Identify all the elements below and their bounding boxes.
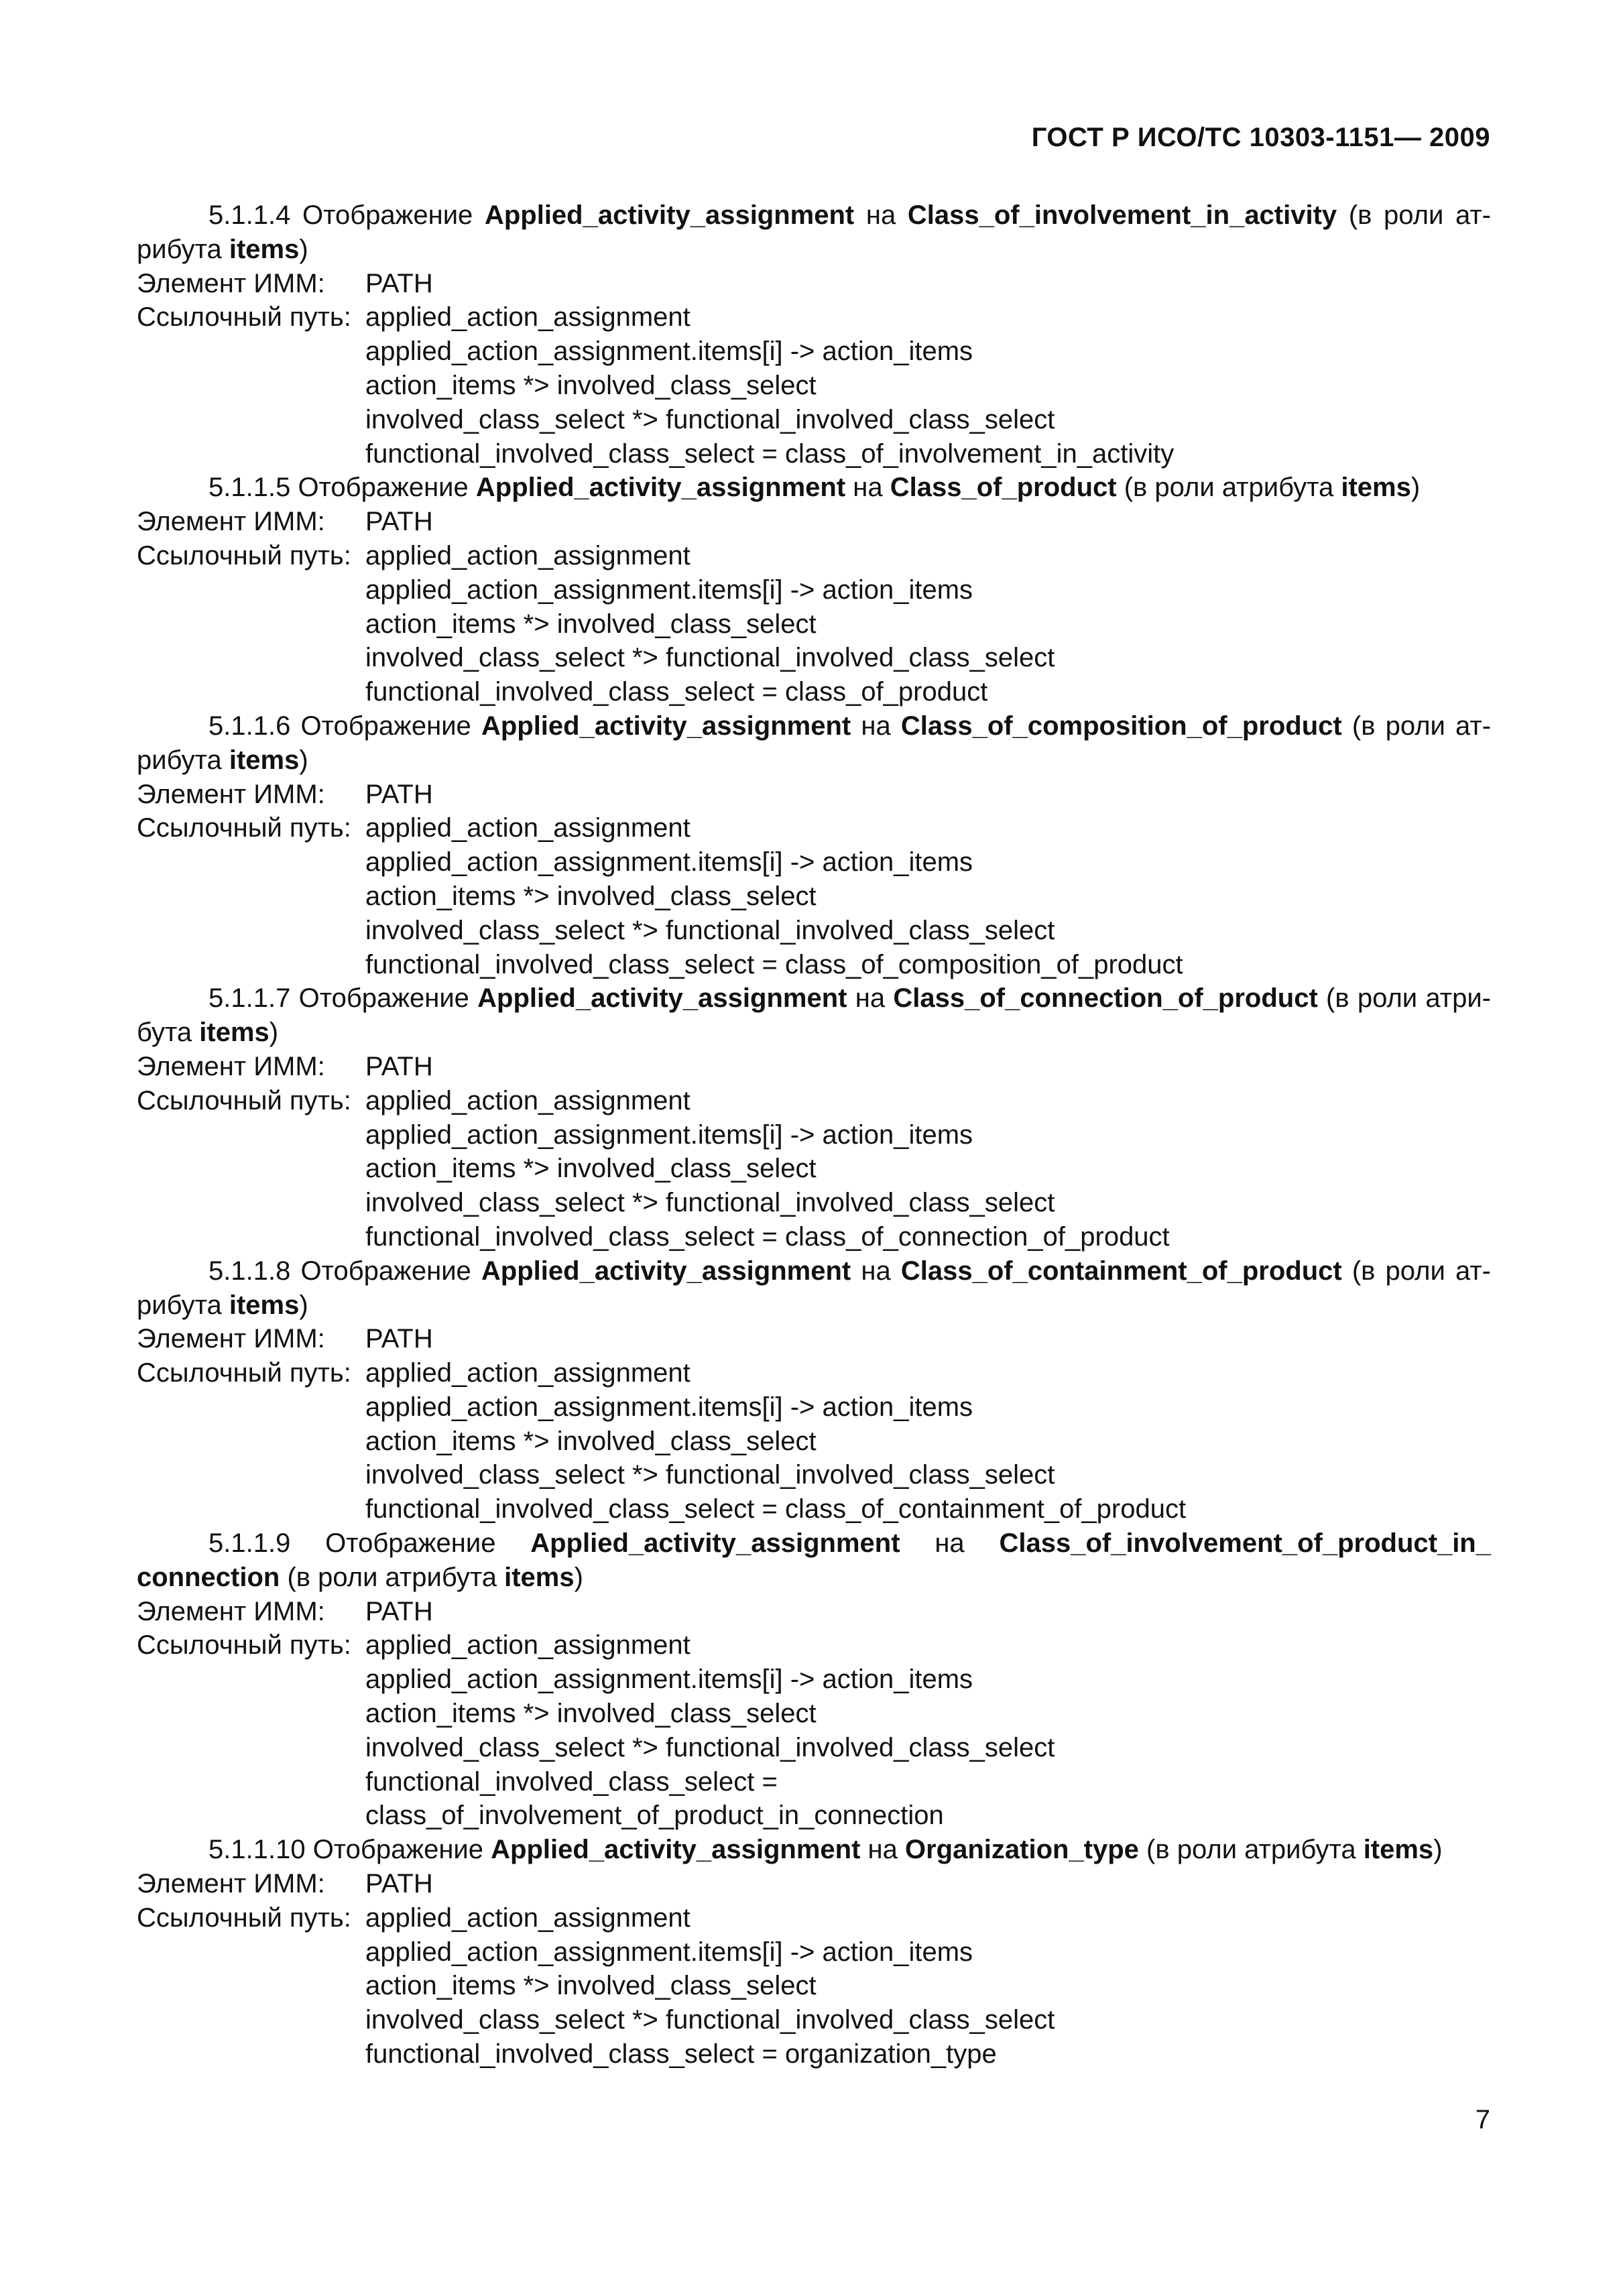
path-line: applied_action_assignment.items[i] -> action_items bbox=[365, 1392, 973, 1422]
path-line: class_of_involvement_of_product_in_connection bbox=[365, 1801, 944, 1831]
path-line: action_items *> involved_class_select bbox=[365, 1426, 817, 1456]
path-line: involved_class_select *> functional_involved_class_select bbox=[365, 643, 1055, 673]
role-prefix: (в роли атрибута bbox=[1116, 473, 1341, 503]
path-label: Ссылочный путь: bbox=[137, 1085, 351, 1115]
mapping-word: Отображение bbox=[302, 200, 485, 230]
element-value: PATH bbox=[365, 1869, 433, 1899]
path-row bbox=[137, 300, 1491, 335]
source-entity: Applied_activity_assignment bbox=[484, 200, 855, 230]
path-label: Ссылочный путь: bbox=[137, 813, 351, 843]
path-line: applied_action_assignment bbox=[365, 1902, 690, 1933]
element-label: Элемент ИММ: bbox=[137, 779, 325, 809]
mapping-word: Отображение bbox=[298, 983, 478, 1014]
path-line: involved_class_select *> functional_involved_class_select bbox=[365, 1188, 1055, 1218]
path-line: action_items *> involved_class_select bbox=[365, 370, 817, 400]
path-line: applied_action_assignment bbox=[365, 813, 690, 843]
path-line: functional_involved_class_select = class_of_composition_of_product bbox=[365, 949, 1183, 979]
mapping-word: Отображение bbox=[300, 1256, 481, 1286]
element-label: Элемент ИММ: bbox=[137, 1596, 325, 1626]
section-heading bbox=[137, 198, 1491, 267]
path-line: applied_action_assignment bbox=[365, 302, 690, 333]
source-entity: Applied_activity_assignment bbox=[481, 1256, 851, 1286]
section-number: 5.1.1.8 bbox=[208, 1256, 301, 1286]
target-entity: Class_of_connection_of_product bbox=[893, 983, 1318, 1014]
element-value: PATH bbox=[365, 268, 433, 298]
path-line: applied_action_assignment.items[i] -> action_items bbox=[365, 847, 973, 878]
path-line: applied_action_assignment.items[i] -> action_items bbox=[365, 1120, 973, 1150]
path-line: action_items *> involved_class_select bbox=[365, 609, 817, 639]
role-prefix: (в роли ат-рибута bbox=[137, 1256, 1492, 1320]
path-line: applied_action_assignment bbox=[365, 1630, 690, 1660]
role-attribute: items bbox=[229, 234, 300, 264]
element-label: Элемент ИММ: bbox=[137, 268, 325, 298]
path-line: functional_involved_class_select = class_of_containment_of_product bbox=[365, 1494, 1187, 1524]
on-word: на bbox=[847, 983, 894, 1014]
path-line: functional_involved_class_select = bbox=[365, 1766, 778, 1797]
section-number: 5.1.1.4 bbox=[208, 200, 302, 230]
role-attribute: items bbox=[199, 1018, 269, 1048]
element-label: Элемент ИММ: bbox=[137, 1051, 325, 1081]
path-line: involved_class_select *> functional_involved_class_select bbox=[365, 1460, 1055, 1490]
role-prefix: (в роли ат-рибута bbox=[137, 200, 1492, 264]
document-body bbox=[137, 198, 1491, 2071]
path-line: applied_action_assignment.items[i] -> action_items bbox=[365, 1937, 973, 1967]
on-word: на bbox=[854, 200, 908, 230]
role-prefix: (в роли атрибута bbox=[1138, 1835, 1364, 1865]
mapping-word: Отображение bbox=[325, 1528, 531, 1559]
element-value: PATH bbox=[365, 507, 433, 537]
source-entity: Applied_activity_assignment bbox=[481, 711, 851, 741]
role-suffix: ) bbox=[299, 234, 308, 264]
element-value: PATH bbox=[365, 1051, 433, 1081]
element-label: Элемент ИММ: bbox=[137, 507, 325, 537]
mapping-word: Отображение bbox=[298, 473, 476, 503]
element-label: Элемент ИММ: bbox=[137, 1869, 325, 1899]
target-entity: Organization_type bbox=[904, 1835, 1139, 1865]
role-suffix: ) bbox=[1410, 473, 1421, 503]
path-row bbox=[137, 1356, 1491, 1390]
path-line: functional_involved_class_select = class_of_involvement_in_activity bbox=[365, 438, 1175, 469]
path-row bbox=[137, 1084, 1491, 1118]
role-attribute: items bbox=[1341, 473, 1411, 503]
element-row bbox=[137, 1050, 1491, 1084]
path-line: involved_class_select *> functional_involved_class_select bbox=[365, 404, 1055, 434]
section-heading bbox=[137, 709, 1491, 778]
role-suffix: ) bbox=[574, 1562, 583, 1592]
path-line: involved_class_select *> functional_involved_class_select bbox=[365, 2005, 1055, 2035]
path-line: applied_action_assignment.items[i] -> action_items bbox=[365, 337, 973, 367]
element-value: PATH bbox=[365, 1596, 433, 1626]
path-line: applied_action_assignment bbox=[365, 1358, 690, 1388]
path-line: applied_action_assignment.items[i] -> action_items bbox=[365, 575, 973, 605]
element-row bbox=[137, 267, 1491, 301]
element-row bbox=[137, 1867, 1491, 1901]
section-number: 5.1.1.5 bbox=[208, 473, 298, 503]
role-suffix: ) bbox=[299, 1290, 308, 1320]
path-label: Ссылочный путь: bbox=[137, 1902, 351, 1933]
section-heading bbox=[137, 981, 1491, 1050]
on-word: на bbox=[851, 1256, 901, 1286]
role-prefix: (в роли атрибута bbox=[280, 1562, 505, 1592]
path-row bbox=[137, 539, 1491, 573]
section-heading bbox=[137, 471, 1491, 505]
target-entity: Class_of_composition_of_product bbox=[900, 711, 1342, 741]
mapping-word: Отображение bbox=[312, 1835, 491, 1865]
path-line: applied_action_assignment bbox=[365, 540, 690, 570]
role-attribute: items bbox=[229, 745, 300, 775]
section-heading bbox=[137, 1833, 1491, 1867]
path-line: action_items *> involved_class_select bbox=[365, 1154, 817, 1184]
document-header: ГОСТ Р ИСО/ТС 10303-1151— 2009 bbox=[1031, 123, 1490, 152]
role-prefix: (в роли ат-рибута bbox=[137, 711, 1492, 775]
on-word: на bbox=[851, 711, 901, 741]
section-number: 5.1.1.7 bbox=[208, 983, 299, 1014]
section-heading bbox=[137, 1526, 1491, 1595]
role-suffix: ) bbox=[299, 745, 308, 775]
section-number: 5.1.1.6 bbox=[208, 711, 301, 741]
path-line: involved_class_select *> functional_involved_class_select bbox=[365, 915, 1055, 945]
element-label: Элемент ИММ: bbox=[137, 1324, 325, 1354]
path-label: Ссылочный путь: bbox=[137, 1358, 351, 1388]
path-line: applied_action_assignment.items[i] -> action_items bbox=[365, 1665, 973, 1695]
path-row bbox=[137, 1628, 1491, 1663]
element-row bbox=[137, 1322, 1491, 1356]
on-word: на bbox=[860, 1835, 905, 1865]
target-entity: Class_of_involvement_of_product_in_ connection bbox=[137, 1528, 1491, 1592]
role-attribute: items bbox=[229, 1290, 300, 1320]
path-line: action_items *> involved_class_select bbox=[365, 881, 817, 911]
element-row bbox=[137, 505, 1491, 539]
source-entity: Applied_activity_assignment bbox=[477, 983, 847, 1014]
role-attribute: items bbox=[1363, 1835, 1434, 1865]
element-value: PATH bbox=[365, 1324, 433, 1354]
path-line: involved_class_select *> functional_involved_class_select bbox=[365, 1732, 1055, 1762]
page-number: 7 bbox=[1475, 2105, 1490, 2134]
path-line: functional_involved_class_select = class_of_connection_of_product bbox=[365, 1221, 1170, 1252]
role-prefix: (в роли атри-бута bbox=[137, 983, 1492, 1048]
element-row bbox=[137, 778, 1491, 812]
path-row bbox=[137, 1901, 1491, 1935]
source-entity: Applied_activity_assignment bbox=[475, 473, 846, 503]
path-label: Ссылочный путь: bbox=[137, 540, 351, 570]
source-entity: Applied_activity_assignment bbox=[530, 1528, 900, 1559]
path-line: functional_involved_class_select = organization_type bbox=[365, 2039, 997, 2069]
role-suffix: ) bbox=[1433, 1835, 1443, 1865]
source-entity: Applied_activity_assignment bbox=[491, 1835, 861, 1865]
path-row bbox=[137, 811, 1491, 845]
path-line: action_items *> involved_class_select bbox=[365, 1971, 817, 2001]
target-entity: Class_of_containment_of_product bbox=[900, 1256, 1342, 1286]
path-line: applied_action_assignment bbox=[365, 1085, 690, 1115]
path-line: functional_involved_class_select = class_of_product bbox=[365, 677, 988, 707]
section-heading bbox=[137, 1254, 1491, 1323]
target-entity: Class_of_involvement_in_activity bbox=[907, 200, 1337, 230]
target-entity: Class_of_product bbox=[890, 473, 1117, 503]
section-number: 5.1.1.9 bbox=[208, 1528, 326, 1559]
path-label: Ссылочный путь: bbox=[137, 1630, 351, 1660]
role-suffix: ) bbox=[269, 1018, 279, 1048]
on-word: на bbox=[900, 1528, 1000, 1559]
element-value: PATH bbox=[365, 779, 433, 809]
on-word: на bbox=[845, 473, 890, 503]
element-row bbox=[137, 1595, 1491, 1629]
mapping-word: Отображение bbox=[300, 711, 481, 741]
path-line: action_items *> involved_class_select bbox=[365, 1699, 817, 1729]
section-number: 5.1.1.10 bbox=[208, 1835, 313, 1865]
path-label: Ссылочный путь: bbox=[137, 302, 351, 333]
role-attribute: items bbox=[504, 1562, 575, 1592]
